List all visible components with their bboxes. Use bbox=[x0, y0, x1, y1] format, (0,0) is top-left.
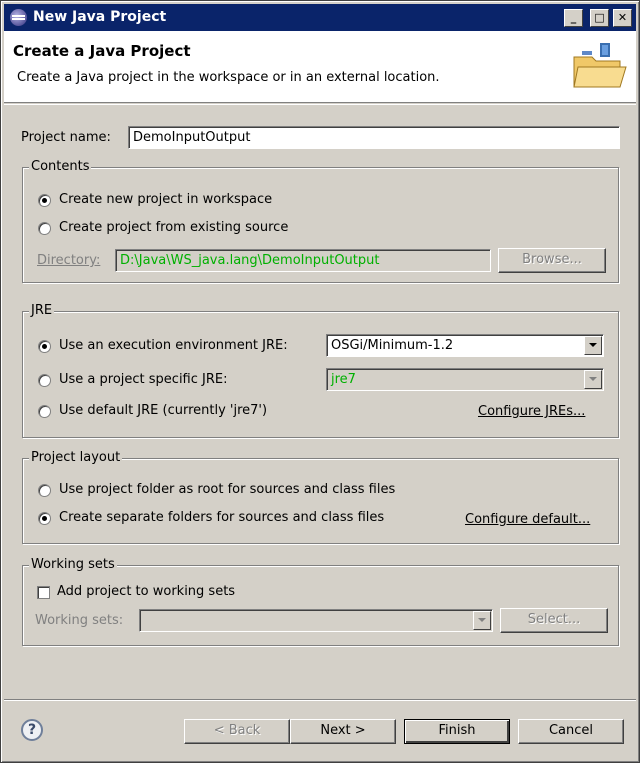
eclipse-icon bbox=[10, 9, 27, 26]
help-icon[interactable]: ? bbox=[21, 719, 43, 741]
create-new-project-radio[interactable] bbox=[38, 194, 51, 207]
contents-group-title: Contents bbox=[31, 159, 90, 174]
minimize-button[interactable] bbox=[564, 9, 583, 27]
configure-default-link[interactable]: Configure default... bbox=[465, 512, 591, 527]
chevron-down-icon[interactable] bbox=[473, 611, 491, 630]
browse-button[interactable]: Browse... bbox=[498, 248, 606, 273]
chevron-down-icon[interactable] bbox=[584, 370, 602, 389]
working-sets-label: Working sets: bbox=[35, 613, 124, 628]
project-layout-group-title: Project layout bbox=[31, 450, 121, 465]
execution-environment-value: OSGi/Minimum-1.2 bbox=[331, 338, 454, 353]
create-new-project-label[interactable]: Create new project in workspace bbox=[59, 192, 273, 207]
configure-jres-link[interactable]: Configure JREs... bbox=[478, 404, 586, 419]
folder-as-root-label[interactable]: Use project folder as root for sources and class files bbox=[59, 482, 396, 497]
create-from-existing-label[interactable]: Create project from existing source bbox=[59, 220, 289, 235]
project-name-input[interactable]: DemoInputOutput bbox=[128, 126, 620, 149]
chevron-down-icon[interactable] bbox=[584, 336, 602, 355]
add-to-working-sets-checkbox[interactable] bbox=[37, 586, 50, 599]
header-banner bbox=[4, 31, 636, 103]
footer-separator bbox=[4, 699, 636, 701]
jre-group-title: JRE bbox=[31, 303, 53, 318]
default-jre-radio[interactable] bbox=[38, 405, 51, 418]
back-button[interactable]: < Back bbox=[184, 719, 290, 744]
page-title: Create a Java Project bbox=[13, 42, 191, 60]
window-title: New Java Project bbox=[33, 9, 167, 25]
working-sets-group bbox=[22, 557, 619, 646]
project-specific-jre-radio[interactable] bbox=[38, 374, 51, 387]
close-button[interactable] bbox=[613, 9, 632, 27]
page-description: Create a Java project in the workspace or in an external location. bbox=[17, 70, 440, 85]
working-sets-select[interactable] bbox=[139, 609, 493, 632]
select-working-sets-button[interactable]: Select... bbox=[500, 608, 608, 633]
directory-label: Directory: bbox=[37, 253, 101, 268]
header-separator bbox=[4, 104, 636, 105]
maximize-icon: □ bbox=[594, 11, 605, 24]
separate-folders-radio[interactable] bbox=[38, 512, 51, 525]
separate-folders-label[interactable]: Create separate folders for sources and class files bbox=[59, 510, 385, 525]
default-jre-label[interactable]: Use default JRE (currently 'jre7') bbox=[59, 403, 268, 418]
project-name-label: Project name: bbox=[21, 130, 111, 145]
cancel-button[interactable]: Cancel bbox=[518, 719, 624, 744]
project-specific-jre-label[interactable]: Use a project specific JRE: bbox=[59, 372, 228, 387]
minimize-icon: _ bbox=[570, 11, 577, 24]
finish-button[interactable]: Finish bbox=[404, 719, 510, 744]
create-from-existing-radio[interactable] bbox=[38, 222, 51, 235]
next-button[interactable]: Next > bbox=[290, 719, 396, 744]
java-project-folder-icon bbox=[570, 41, 628, 93]
folder-as-root-radio[interactable] bbox=[38, 484, 51, 497]
execution-environment-select[interactable] bbox=[326, 334, 604, 357]
title-bar[interactable] bbox=[4, 4, 636, 31]
maximize-button[interactable] bbox=[590, 9, 609, 27]
project-specific-jre-value: jre7 bbox=[331, 372, 356, 387]
execution-environment-label[interactable]: Use an execution environment JRE: bbox=[59, 338, 288, 353]
working-sets-group-title: Working sets bbox=[31, 557, 115, 572]
close-icon: ✕ bbox=[617, 11, 628, 24]
add-to-working-sets-label[interactable]: Add project to working sets bbox=[57, 584, 236, 599]
directory-input[interactable]: D:\Java\WS_java.lang\DemoInputOutput bbox=[115, 249, 491, 272]
execution-environment-radio[interactable] bbox=[38, 340, 51, 353]
project-specific-jre-select[interactable] bbox=[326, 368, 604, 391]
project-layout-group bbox=[22, 450, 619, 544]
